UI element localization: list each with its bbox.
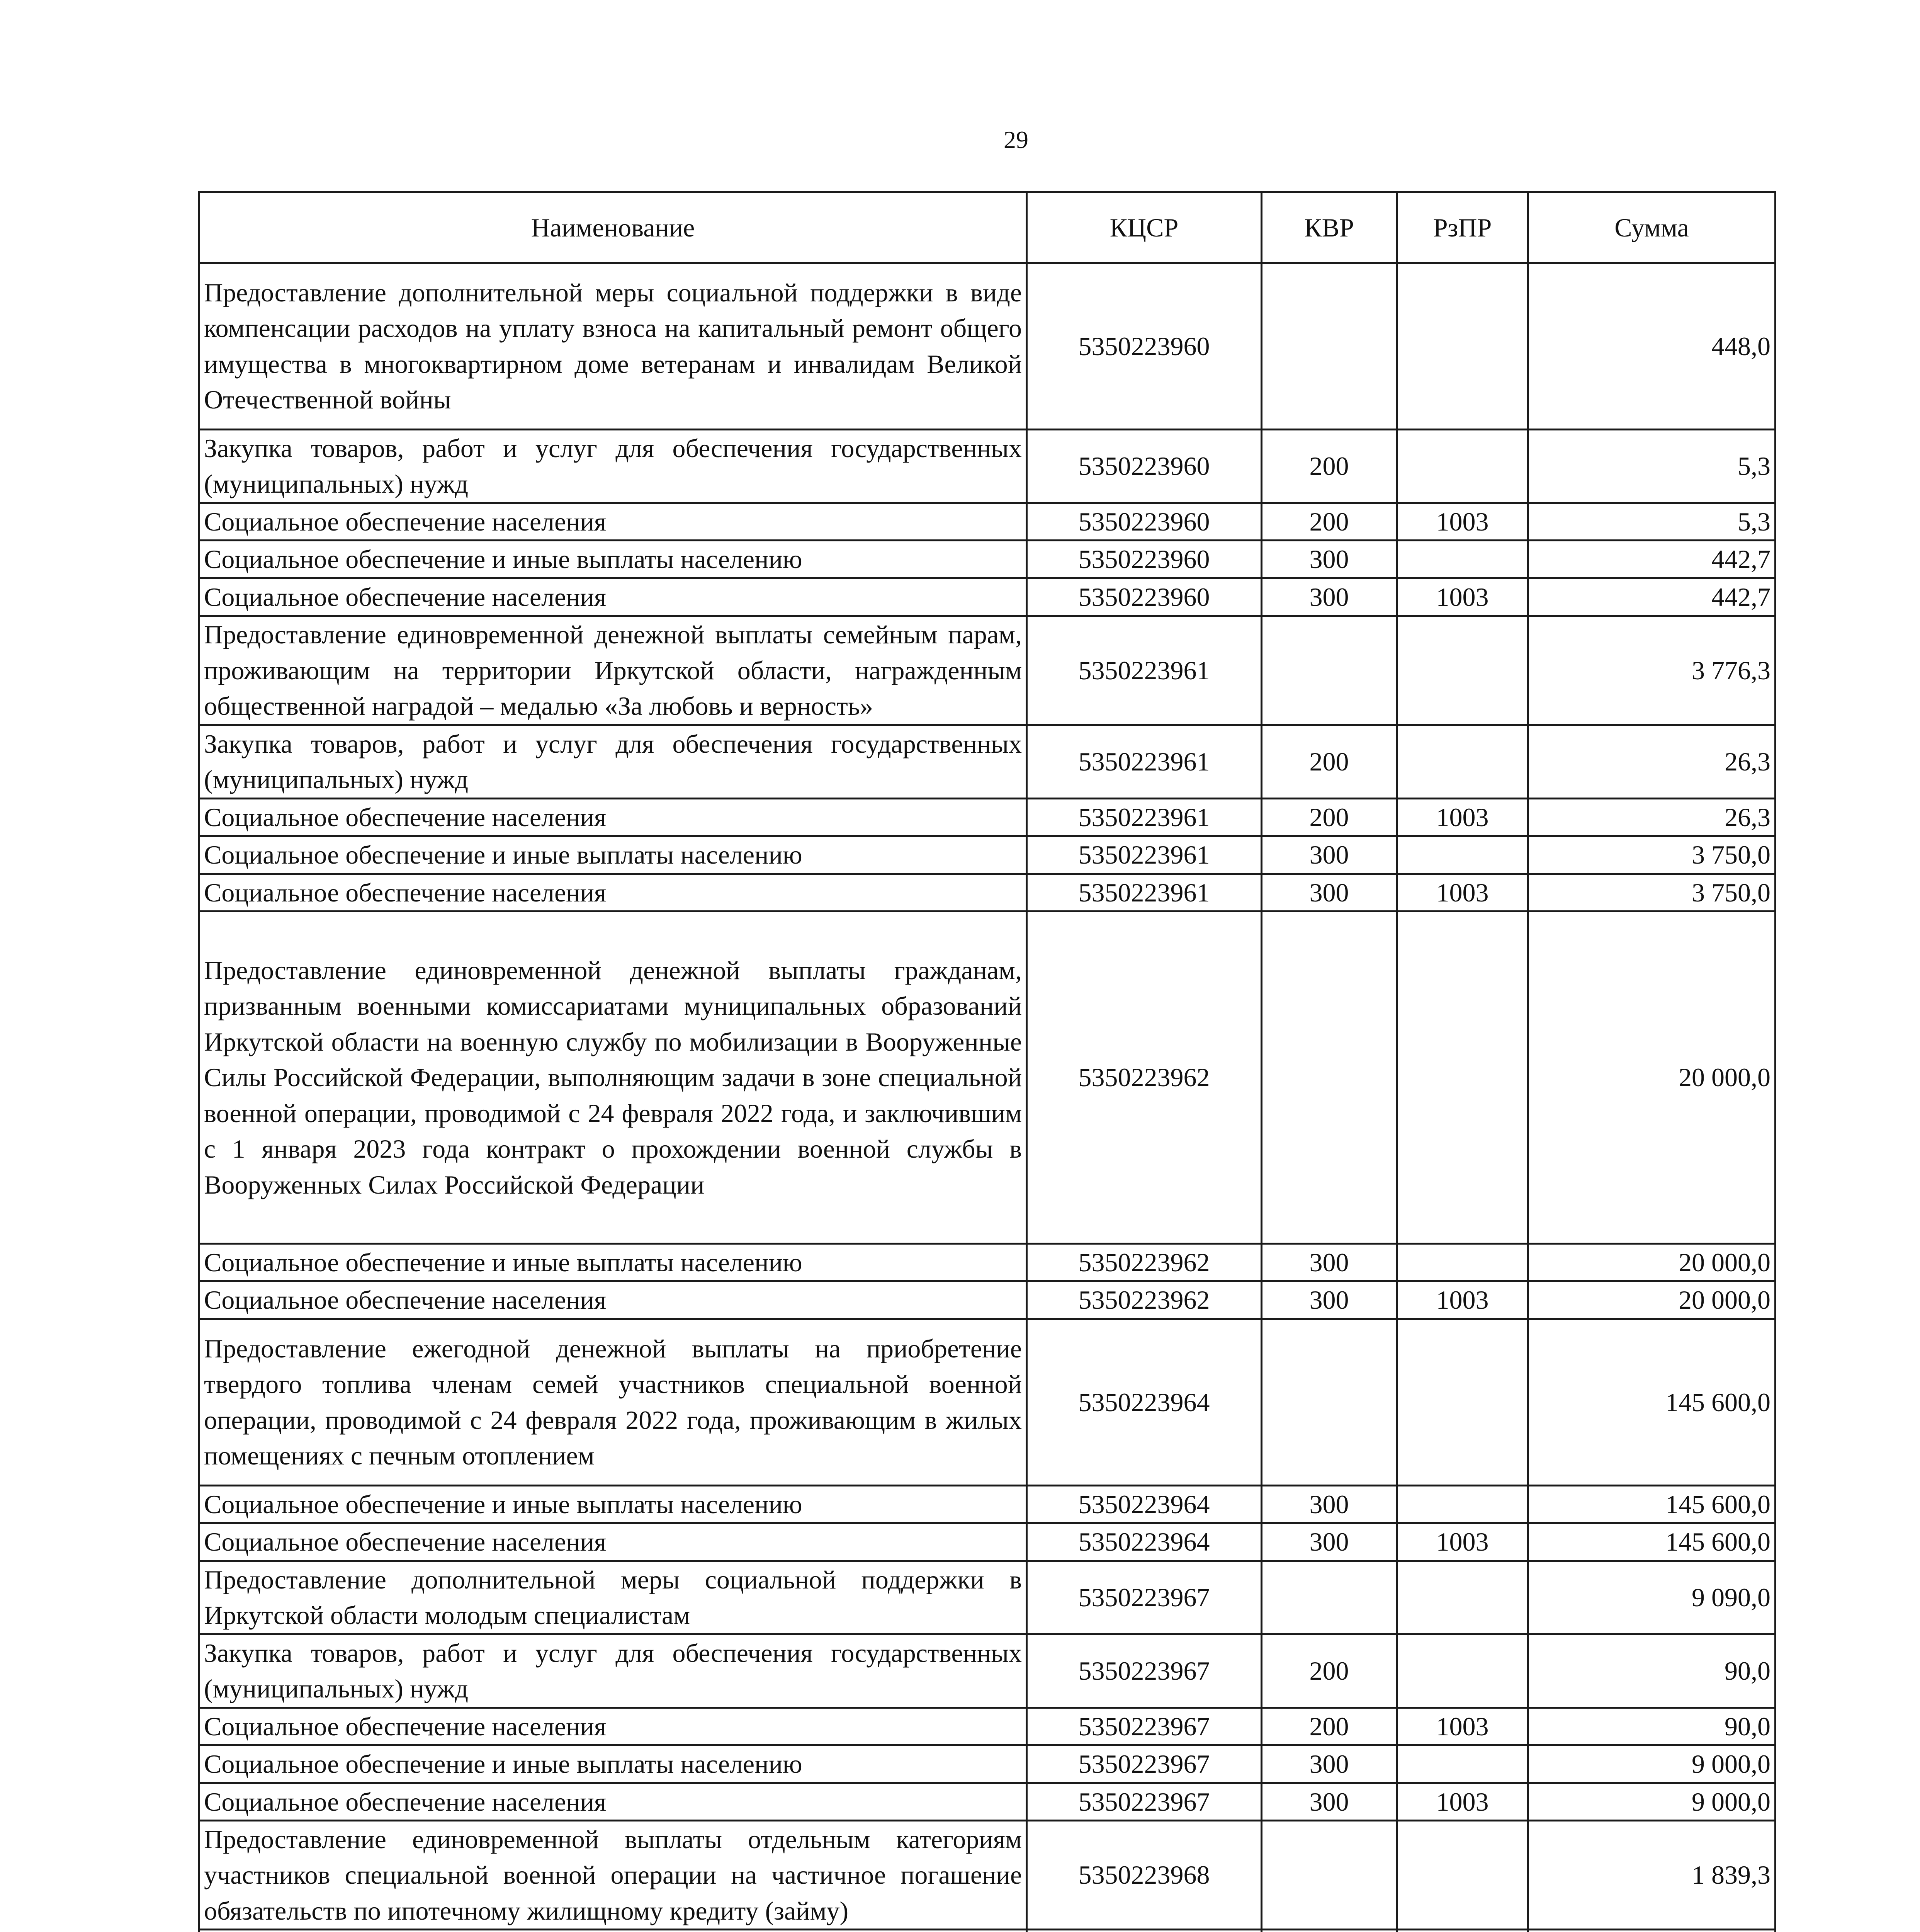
row-kvr: 300: [1262, 1281, 1397, 1319]
row-rzpr: [1397, 725, 1528, 798]
row-sum: 145 600,0: [1528, 1319, 1776, 1485]
header-name: Наименование: [199, 192, 1027, 263]
row-sum: 5,3: [1528, 503, 1776, 540]
table-row: [199, 1821, 1776, 1930]
row-sum: 3 750,0: [1528, 874, 1776, 911]
table-row: [199, 1281, 1776, 1319]
row-name: Закупка товаров, работ и услуг для обеспечения государственных (муниципальных) нужд: [199, 429, 1027, 503]
page-number: 29: [1004, 126, 1028, 153]
row-kcsr: 5350223961: [1027, 616, 1262, 725]
row-rzpr: 1003: [1397, 578, 1528, 616]
table-row: [199, 874, 1776, 911]
row-sum: 448,0: [1528, 263, 1776, 430]
row-name: Социальное обеспечение населения: [199, 874, 1027, 911]
row-rzpr: [1397, 1634, 1528, 1708]
row-rzpr: [1397, 1561, 1528, 1634]
row-rzpr: 1003: [1397, 503, 1528, 540]
row-kcsr: 5350223967: [1027, 1561, 1262, 1634]
table-row: [199, 541, 1776, 578]
table-row: [199, 836, 1776, 874]
row-kcsr: 5350223964: [1027, 1319, 1262, 1485]
row-kvr: 200: [1262, 1708, 1397, 1745]
table-row: [199, 1319, 1776, 1485]
row-name: Предоставление ежегодной денежной выплаты на приобретение твердого топлива членам семей участников специальной военной операции, проводимой с 24 февраля 2022 года, проживающим в жилых помещениях с печным отоплением: [199, 1319, 1027, 1485]
row-rzpr: 1003: [1397, 874, 1528, 911]
row-name: Социальное обеспечение и иные выплаты населению: [199, 836, 1027, 874]
row-rzpr: [1397, 1821, 1528, 1930]
row-name: Закупка товаров, работ и услуг для обеспечения государственных (муниципальных) нужд: [199, 725, 1027, 798]
row-kvr: 300: [1262, 1783, 1397, 1820]
row-kcsr: 5350223967: [1027, 1745, 1262, 1783]
table-row: [199, 263, 1776, 430]
row-kvr: [1262, 1821, 1397, 1930]
row-kcsr: 5350223960: [1027, 541, 1262, 578]
row-kvr: [1262, 1561, 1397, 1634]
row-name: Закупка товаров, работ и услуг для обеспечения государственных (муниципальных) нужд: [199, 1634, 1027, 1708]
row-kcsr: [1027, 1930, 1262, 1932]
row-kcsr: 5350223961: [1027, 798, 1262, 836]
row-rzpr: [1397, 429, 1528, 503]
row-rzpr: [1397, 541, 1528, 578]
table-row: [199, 429, 1776, 503]
table-row: [199, 1561, 1776, 1634]
row-kvr: 300: [1262, 1243, 1397, 1281]
row-sum: 20 000,0: [1528, 911, 1776, 1243]
row-name: Социальное обеспечение и иные выплаты населению: [199, 1485, 1027, 1523]
table-row: [199, 725, 1776, 798]
row-kvr: 300: [1262, 836, 1397, 874]
row-kcsr: 5350223960: [1027, 263, 1262, 430]
row-kcsr: 5350223964: [1027, 1485, 1262, 1523]
row-sum: 145 600,0: [1528, 1523, 1776, 1561]
row-rzpr: [1397, 1243, 1528, 1281]
row-sum: 3 776,3: [1528, 616, 1776, 725]
row-sum: 90,0: [1528, 1634, 1776, 1708]
header-sum: Сумма: [1528, 192, 1776, 263]
table-row: [199, 1930, 1776, 1932]
row-kvr: 300: [1262, 1523, 1397, 1561]
row-kvr: 200: [1262, 1634, 1397, 1708]
row-name: Социальное обеспечение и иные выплаты населению: [199, 541, 1027, 578]
table-row: [199, 503, 1776, 540]
row-kvr: 200: [1262, 725, 1397, 798]
row-rzpr: [1397, 836, 1528, 874]
row-name: Социальное обеспечение населения: [199, 1281, 1027, 1319]
table-row: [199, 1634, 1776, 1708]
row-rzpr: [1397, 1319, 1528, 1485]
row-rzpr: [1397, 616, 1528, 725]
row-rzpr: 1003: [1397, 1708, 1528, 1745]
row-rzpr: [1397, 1745, 1528, 1783]
row-kcsr: 5350223968: [1027, 1821, 1262, 1930]
row-kvr: [1262, 911, 1397, 1243]
table-row: [199, 911, 1776, 1243]
row-kcsr: 5350223967: [1027, 1783, 1262, 1820]
row-kcsr: 5350223962: [1027, 911, 1262, 1243]
row-name: [199, 1930, 1027, 1932]
row-kcsr: 5350223961: [1027, 725, 1262, 798]
row-sum: [1528, 1930, 1776, 1932]
row-name: Социальное обеспечение населения: [199, 798, 1027, 836]
row-kcsr: 5350223964: [1027, 1523, 1262, 1561]
row-sum: 442,7: [1528, 541, 1776, 578]
row-sum: 90,0: [1528, 1708, 1776, 1745]
row-sum: 9 090,0: [1528, 1561, 1776, 1634]
table-row: [199, 578, 1776, 616]
row-kcsr: 5350223961: [1027, 874, 1262, 911]
row-name: Социальное обеспечение населения: [199, 503, 1027, 540]
row-rzpr: 1003: [1397, 798, 1528, 836]
row-name: Социальное обеспечение и иные выплаты населению: [199, 1745, 1027, 1783]
row-name: Социальное обеспечение и иные выплаты населению: [199, 1243, 1027, 1281]
row-rzpr: 1003: [1397, 1281, 1528, 1319]
table-row: [199, 798, 1776, 836]
table-row: [199, 1745, 1776, 1783]
header-kvr: КВР: [1262, 192, 1397, 263]
row-name: Предоставление дополнительной меры социальной поддержки в Иркутской области молодым специалистам: [199, 1561, 1027, 1634]
row-kvr: 300: [1262, 578, 1397, 616]
row-sum: 20 000,0: [1528, 1281, 1776, 1319]
row-kvr: [1262, 263, 1397, 430]
row-kvr: 200: [1262, 429, 1397, 503]
row-rzpr: [1397, 911, 1528, 1243]
row-kcsr: 5350223967: [1027, 1634, 1262, 1708]
row-kvr: 200: [1262, 503, 1397, 540]
header-kcsr: КЦСР: [1027, 192, 1262, 263]
row-rzpr: [1397, 1485, 1528, 1523]
row-sum: 9 000,0: [1528, 1745, 1776, 1783]
row-sum: 442,7: [1528, 578, 1776, 616]
table-row: [199, 1783, 1776, 1820]
row-rzpr: 1003: [1397, 1523, 1528, 1561]
row-kcsr: 5350223962: [1027, 1243, 1262, 1281]
row-kcsr: 5350223967: [1027, 1708, 1262, 1745]
row-kcsr: 5350223960: [1027, 429, 1262, 503]
row-rzpr: [1397, 1930, 1528, 1932]
row-kvr: [1262, 1319, 1397, 1485]
row-kcsr: 5350223960: [1027, 503, 1262, 540]
row-kvr: 300: [1262, 1485, 1397, 1523]
row-name: Социальное обеспечение населения: [199, 1708, 1027, 1745]
row-kvr: 300: [1262, 541, 1397, 578]
row-kvr: 300: [1262, 874, 1397, 911]
row-kcsr: 5350223962: [1027, 1281, 1262, 1319]
row-kvr: [1262, 1930, 1397, 1932]
row-sum: 9 000,0: [1528, 1783, 1776, 1820]
table-row: [199, 1485, 1776, 1523]
row-kvr: 300: [1262, 1745, 1397, 1783]
row-rzpr: 1003: [1397, 1783, 1528, 1820]
row-sum: 26,3: [1528, 725, 1776, 798]
row-sum: 26,3: [1528, 798, 1776, 836]
row-sum: 20 000,0: [1528, 1243, 1776, 1281]
table-row: [199, 616, 1776, 725]
row-kcsr: 5350223960: [1027, 578, 1262, 616]
row-sum: 5,3: [1528, 429, 1776, 503]
row-name: Предоставление единовременной выплаты отдельным категориям участников специальной военной операции на частичное погашение обязательств по ипотечному жилищному кредиту (займу): [199, 1821, 1027, 1930]
row-name: Предоставление дополнительной меры социальной поддержки в виде компенсации расходов на уплату взноса на капитальный ремонт общего имущества в многоквартирном доме ветеранам и инвалидам Великой Отечественной войны: [199, 263, 1027, 430]
row-name: Предоставление единовременной денежной выплаты семейным парам, проживающим на территории Иркутской области, награжденным общественной наградой – медалью «За любовь и верность»: [199, 616, 1027, 725]
table-header-row: [199, 192, 1776, 263]
row-kcsr: 5350223961: [1027, 836, 1262, 874]
header-rzpr: РзПР: [1397, 192, 1528, 263]
table-row: [199, 1243, 1776, 1281]
table-row: [199, 1523, 1776, 1561]
row-name: Социальное обеспечение населения: [199, 1783, 1027, 1820]
row-sum: 145 600,0: [1528, 1485, 1776, 1523]
table-row: [199, 1708, 1776, 1745]
row-sum: 3 750,0: [1528, 836, 1776, 874]
row-sum: 1 839,3: [1528, 1821, 1776, 1930]
row-name: Предоставление единовременной денежной выплаты гражданам, призванным военными комиссариатами муниципальных образований Иркутской области на военную службу по мобилизации в Вооруженные Силы Российской Федерации, выполняющим задачи в зоне специальной военной операции, проводимой с 24 февраля 2022 года, и заключившим с 1 января 2023 года контракт о прохождении военной службы в Вооруженных Силах Российской Федерации: [199, 911, 1027, 1243]
row-name: Социальное обеспечение населения: [199, 578, 1027, 616]
row-kvr: 200: [1262, 798, 1397, 836]
row-name: Социальное обеспечение населения: [199, 1523, 1027, 1561]
budget-table: [198, 191, 1776, 1932]
row-kvr: [1262, 616, 1397, 725]
row-rzpr: [1397, 263, 1528, 430]
table-body: [199, 263, 1776, 1932]
